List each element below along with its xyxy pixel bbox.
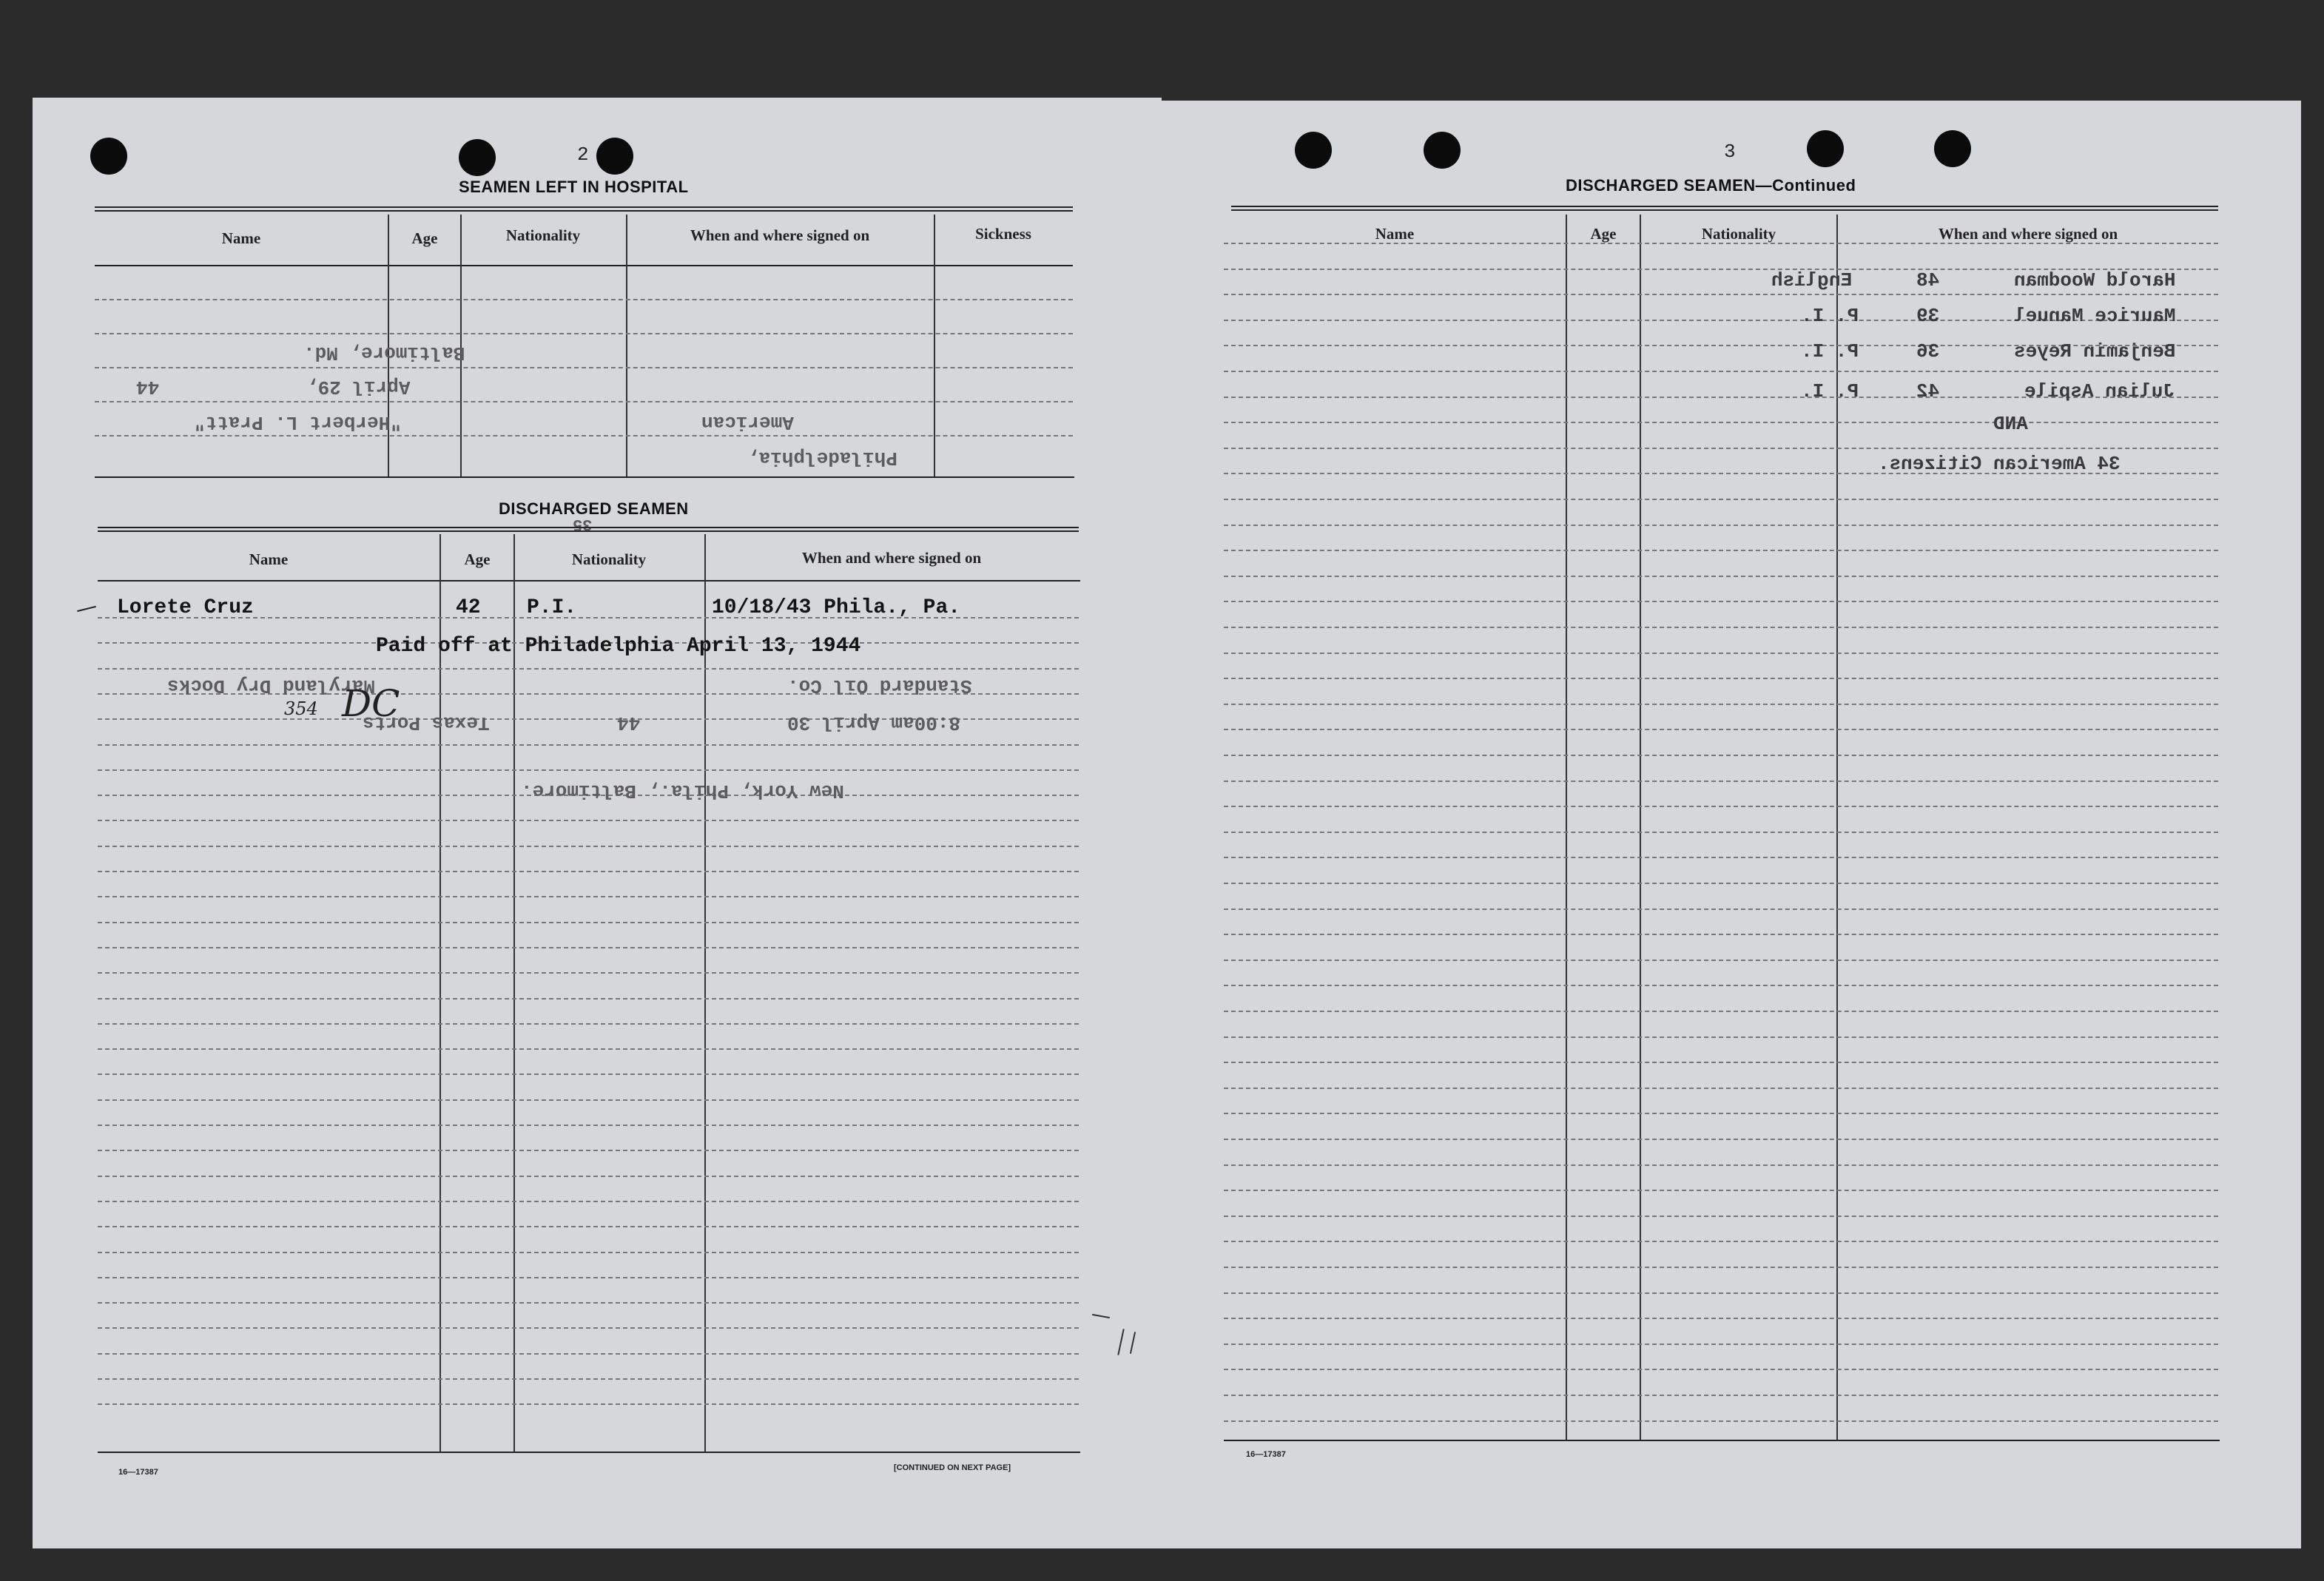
ruled-line <box>1224 934 2218 935</box>
discharged-bottom-rule <box>98 1452 1080 1453</box>
ruled-line <box>98 1353 1079 1355</box>
reversed-name: Harold Woodman <box>2014 269 2176 291</box>
handwritten-initials: DC <box>342 682 400 725</box>
hospital-col-nationality: Nationality <box>505 226 581 244</box>
ruled-line <box>1224 576 2218 577</box>
reversed-citizens: 34 American Citizens. <box>1878 453 2121 475</box>
discharged-col-nationality: Nationality <box>571 550 647 568</box>
ruled-line <box>1224 1190 2218 1191</box>
hospital-reversed-entry: April 29, <box>306 376 411 398</box>
ruled-line <box>1224 755 2218 756</box>
ruled-line <box>1224 499 2218 500</box>
right-title: DISCHARGED SEAMEN—Continued <box>1566 176 1856 195</box>
discharged-divider <box>704 534 706 1453</box>
discharged-divider <box>439 534 441 1453</box>
ruled-line <box>98 1023 1079 1025</box>
right-col-signed-on: When and where signed on <box>1938 225 2118 243</box>
discharged-reversed-entry: Standard Oil Co. <box>787 675 972 697</box>
hospital-reversed-entry: "Herbert L. Pratt" <box>194 411 402 434</box>
ruled-line <box>1224 550 2218 551</box>
ruled-line <box>1224 832 2218 833</box>
ruled-line <box>98 668 1079 670</box>
ruled-line <box>98 871 1079 872</box>
ruled-line <box>95 299 1073 300</box>
reversed-name: Benjamin Reyes <box>2014 340 2176 363</box>
ruled-line <box>1224 1344 2218 1345</box>
ruled-line <box>1224 985 2218 986</box>
reversed-nationality: English <box>1771 269 1853 291</box>
ruled-line <box>98 1099 1079 1101</box>
ruled-line <box>95 367 1073 368</box>
discharged-table-top-rule <box>98 527 1079 532</box>
ruled-line <box>98 1327 1079 1329</box>
form-number-left: 16—17387 <box>118 1468 158 1477</box>
ruled-line <box>98 1150 1079 1151</box>
hospital-bottom-rule <box>95 476 1074 478</box>
ruled-line <box>1224 1164 2218 1166</box>
reversed-age: 39 <box>1916 305 1940 327</box>
ruled-line <box>98 1403 1079 1405</box>
ruled-line <box>1224 1113 2218 1114</box>
hospital-divider <box>626 215 627 478</box>
discharged-title: DISCHARGED SEAMEN <box>499 499 689 518</box>
hospital-table-top-rule <box>95 206 1073 212</box>
ruled-line <box>1224 1139 2218 1140</box>
page-number-left: 2 <box>577 144 589 166</box>
discharged-reversed-entry: New York, Phila., Baltimore. <box>521 780 844 802</box>
ruled-line <box>1224 857 2218 858</box>
reversed-age: 48 <box>1916 269 1940 291</box>
form-number-right: 16—17387 <box>1246 1450 1286 1459</box>
ruled-line <box>1224 448 2218 449</box>
ruled-line <box>1224 678 2218 679</box>
hospital-divider <box>934 215 935 478</box>
ruled-line <box>98 998 1079 999</box>
ruled-line <box>1224 1216 2218 1217</box>
discharged-col-signed-on: When and where signed on <box>801 549 982 567</box>
reversed-nationality: P. I. <box>1801 340 1859 363</box>
continued-note: [CONTINUED ON NEXT PAGE] <box>894 1463 1011 1472</box>
hospital-col-age: Age <box>411 229 438 247</box>
ruled-line <box>98 1125 1079 1126</box>
punch-hole <box>1424 132 1461 169</box>
punch-hole <box>596 138 633 175</box>
ruled-line <box>98 1302 1079 1304</box>
right-divider <box>1566 215 1567 1441</box>
ruled-line <box>1224 1267 2218 1268</box>
hospital-reversed-entry: American <box>701 411 794 434</box>
seaman-name: Lorete Cruz <box>117 596 254 619</box>
hospital-col-sickness: Sickness <box>975 225 1031 243</box>
mirrored-number: 35 <box>573 515 593 533</box>
ruled-line <box>98 846 1079 847</box>
ruled-line <box>98 1277 1079 1278</box>
punch-hole <box>1295 132 1332 169</box>
ruled-line <box>98 972 1079 974</box>
ruled-line <box>1224 1241 2218 1242</box>
hospital-reversed-entry: Baltimore, Md. <box>303 342 465 364</box>
ruled-line <box>98 1252 1079 1253</box>
ruled-line <box>1224 653 2218 654</box>
ruled-line <box>1224 243 2218 244</box>
discharged-divider <box>513 534 515 1453</box>
reversed-name: Maurice Manuel <box>2014 305 2176 327</box>
ruled-line <box>98 769 1079 771</box>
ruled-line <box>1224 525 2218 526</box>
right-col-name: Name <box>1375 225 1415 243</box>
ruled-line <box>95 333 1073 334</box>
right-col-nationality: Nationality <box>1701 225 1776 243</box>
ruled-line <box>1224 806 2218 807</box>
hospital-reversed-entry: Philadelphia, <box>747 447 897 469</box>
reversed-age: 36 <box>1916 340 1940 363</box>
hospital-col-name: Name <box>221 229 261 247</box>
seaman-nationality: P.I. <box>527 596 577 619</box>
punch-hole <box>1807 130 1844 167</box>
ruled-line <box>1224 781 2218 782</box>
hospital-reversed-entry: 44 <box>136 376 160 398</box>
ruled-line <box>1224 909 2218 910</box>
ruled-line <box>1224 1369 2218 1370</box>
discharged-reversed-entry: Texas Ports <box>363 712 490 734</box>
discharged-reversed-entry: 44 <box>617 712 641 734</box>
discharged-header-rule <box>98 580 1080 582</box>
hospital-col-signed-on: When and where signed on <box>690 226 870 244</box>
ruled-line <box>1224 422 2218 423</box>
discharged-reversed-entry: 8:00am April 30 <box>787 712 961 734</box>
punch-hole <box>459 139 496 176</box>
ruled-line <box>1224 294 2218 295</box>
ruled-line <box>98 922 1079 923</box>
ruled-line <box>1224 371 2218 372</box>
right-bottom-rule <box>1224 1440 2220 1441</box>
ruled-line <box>1224 704 2218 705</box>
ruled-line <box>95 401 1073 402</box>
discharged-reversed-entry: Maryland Dry Docks <box>167 675 375 697</box>
discharged-col-age: Age <box>464 550 491 568</box>
ruled-line <box>1224 1292 2218 1294</box>
right-table-top-rule <box>1231 206 2218 211</box>
ruled-line <box>95 435 1073 436</box>
ruled-line <box>98 820 1079 821</box>
ruled-line <box>1224 1420 2218 1422</box>
handwritten-number: 354 <box>284 698 318 719</box>
paid-off-note: Paid off at Philadelphia April 13, 1944 <box>376 635 861 658</box>
ruled-line <box>98 1226 1079 1227</box>
ruled-line <box>1224 1318 2218 1319</box>
seaman-age: 42 <box>456 596 481 619</box>
ruled-line <box>1224 960 2218 961</box>
seaman-signed-on: 10/18/43 Phila., Pa. <box>712 596 961 619</box>
ruled-line <box>1224 1062 2218 1063</box>
left-page <box>33 98 1162 1548</box>
ruled-line <box>98 1201 1079 1202</box>
reversed-nationality: P. I. <box>1801 380 1859 402</box>
ruled-line <box>98 744 1079 746</box>
ruled-line <box>1224 601 2218 602</box>
ruled-line <box>1224 883 2218 884</box>
ruled-line <box>98 1176 1079 1177</box>
page-number-right: 3 <box>1724 141 1736 163</box>
hospital-title: SEAMEN LEFT IN HOSPITAL <box>459 178 689 196</box>
ruled-line <box>1224 1036 2218 1038</box>
hospital-header-rule <box>95 265 1073 266</box>
punch-hole <box>90 138 127 175</box>
ruled-line <box>98 1378 1079 1380</box>
reversed-nationality: P. I. <box>1801 305 1859 327</box>
discharged-col-name: Name <box>249 550 289 568</box>
right-col-age: Age <box>1590 225 1617 243</box>
reversed-name: Julian Aspile <box>2024 380 2175 402</box>
ruled-line <box>98 1073 1079 1075</box>
ruled-line <box>1224 1395 2218 1396</box>
right-divider <box>1640 215 1641 1441</box>
ruled-line <box>98 947 1079 948</box>
ruled-line <box>1224 1011 2218 1012</box>
reversed-and: AND <box>1993 413 2028 435</box>
ruled-line <box>1224 1088 2218 1089</box>
reversed-age: 42 <box>1916 380 1940 402</box>
punch-hole <box>1934 130 1971 167</box>
ruled-line <box>1224 729 2218 730</box>
ruled-line <box>98 896 1079 897</box>
ruled-line <box>1224 627 2218 628</box>
ruled-line <box>98 1048 1079 1050</box>
